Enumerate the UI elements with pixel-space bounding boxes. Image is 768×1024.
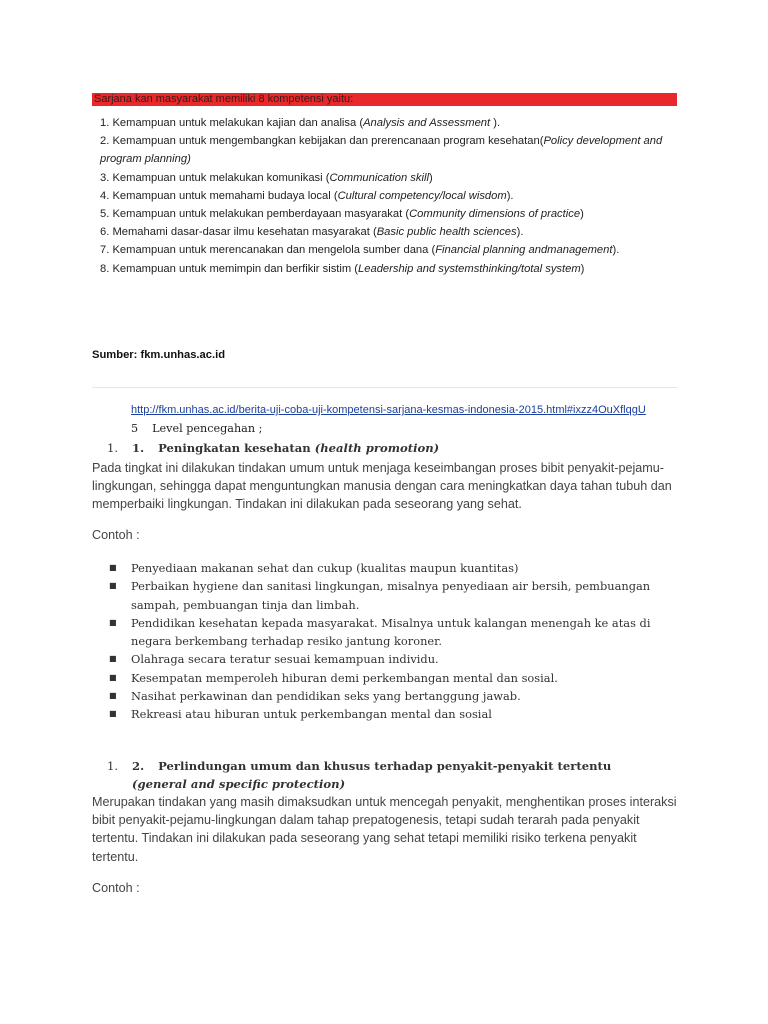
list-item: 8. Kemampuan untuk memimpin dan berfikir sistim (Leadership and systemsthinking/total system) bbox=[100, 262, 585, 275]
example-bullet-list bbox=[107, 559, 677, 724]
highlighted-heading: Sarjana kan masyarakat memiliki 8 kompetensi yaitu: bbox=[92, 93, 677, 106]
bullet-icon: ■ bbox=[109, 654, 117, 664]
list-item: 3. Kemampuan untuk melakukan komunikasi (Communication skill) bbox=[100, 171, 433, 184]
section-heading-specific-protection: 1. 2. Perlindungan umum dan khusus terhadap penyakit-penyakit tertentu (general and specific protection) bbox=[107, 759, 612, 791]
list-item: ■ Perbaikan hygiene dan sanitasi lingkungan, misalnya penyediaan air bersih, pembuangan sampah, pembuangan tinja dan limbah. bbox=[109, 579, 651, 612]
example-label: Contoh : bbox=[92, 528, 140, 542]
divider bbox=[92, 387, 677, 388]
list-item: 5. Kemampuan untuk melakukan pemberdayaan masyarakat (Community dimensions of practice) bbox=[100, 208, 584, 221]
bullet-icon: ■ bbox=[109, 581, 117, 591]
section-heading-health-promotion: 1. 1. Peningkatan kesehatan (health promotion) bbox=[107, 441, 440, 455]
list-item: ■ Kesempatan memperoleh hiburan demi perkembangan mental dan sosial. bbox=[107, 669, 677, 687]
list-item: ■ Rekreasi atau hiburan untuk perkembangan mental dan sosial bbox=[107, 705, 677, 723]
source-label: Sumber: fkm.unhas.ac.id bbox=[92, 349, 226, 361]
list-item: 1. Kemampuan untuk melakukan kajian dan analisa (Analysis and Assessment ). bbox=[100, 117, 501, 129]
example-label: Contoh : bbox=[92, 881, 140, 895]
bullet-icon: ■ bbox=[109, 563, 117, 572]
list-item: ■ Nasihat perkawinan dan pendidikan seks yang bertanggung jawab. bbox=[107, 687, 677, 705]
list-item: ■ Pendidikan kesehatan kepada masyarakat. Misalnya untuk kalangan menengah ke atas di negara berkembang terhadap resiko jantung koroner. bbox=[109, 615, 651, 649]
competency-list bbox=[92, 114, 692, 278]
source-link[interactable]: http://fkm.unhas.ac.id/berita-uji-coba-uji-kompetensi-sarjana-kesmas-indonesia-2015.html#ixzz4OuXflqgU bbox=[131, 404, 646, 416]
section-paragraph: Merupakan tindakan yang masih dimaksudkan untuk mencegah penyakit, menghentikan proses interaksi bibit penyakit-pejamu-lingkungan dalam tahap prepatogenesis, tetapi sudah terarah pada penyakit tertentu. Tindakan ini dilakukan pada seseorang yang sehat tetapi memiliki risiko terkena penyakit tertentu. bbox=[92, 795, 677, 864]
bullet-icon: ■ bbox=[109, 672, 117, 682]
list-item: 7. Kemampuan untuk merencanakan dan mengelola sumber dana (Financial planning andmanagement). bbox=[100, 244, 620, 257]
level-heading: 5 Level pencegahan ; bbox=[131, 422, 263, 435]
bullet-icon: ■ bbox=[109, 709, 117, 719]
bullet-icon: ■ bbox=[109, 617, 117, 627]
section-paragraph: Pada tingkat ini dilakukan tindakan umum untuk menjaga keseimbangan proses bibit penyakit-pejamu-lingkungan, sehingga dapat menguntungkan manusia dengan cara meningkatkan daya tahan tubuh dan memperbaiki lingkungan. Tindakan ini dilakukan pada seseorang yang sehat. bbox=[92, 461, 672, 512]
list-item: 2. Kemampuan untuk mengembangkan kebijakan dan prerencanaan program kesehatan(Policy development and program planning) bbox=[100, 135, 663, 166]
list-item: 6. Memahami dasar-dasar ilmu kesehatan masyarakat (Basic public health sciences). bbox=[100, 226, 524, 239]
list-item: ■ Olahraga secara teratur sesuai kemampuan individu. bbox=[107, 650, 677, 668]
list-item: ■ Penyediaan makanan sehat dan cukup (kualitas maupun kuantitas) bbox=[107, 559, 677, 577]
bullet-icon: ■ bbox=[109, 691, 117, 701]
list-item: 4. Kemampuan untuk memahami budaya local (Cultural competency/local wisdom). bbox=[100, 189, 514, 202]
